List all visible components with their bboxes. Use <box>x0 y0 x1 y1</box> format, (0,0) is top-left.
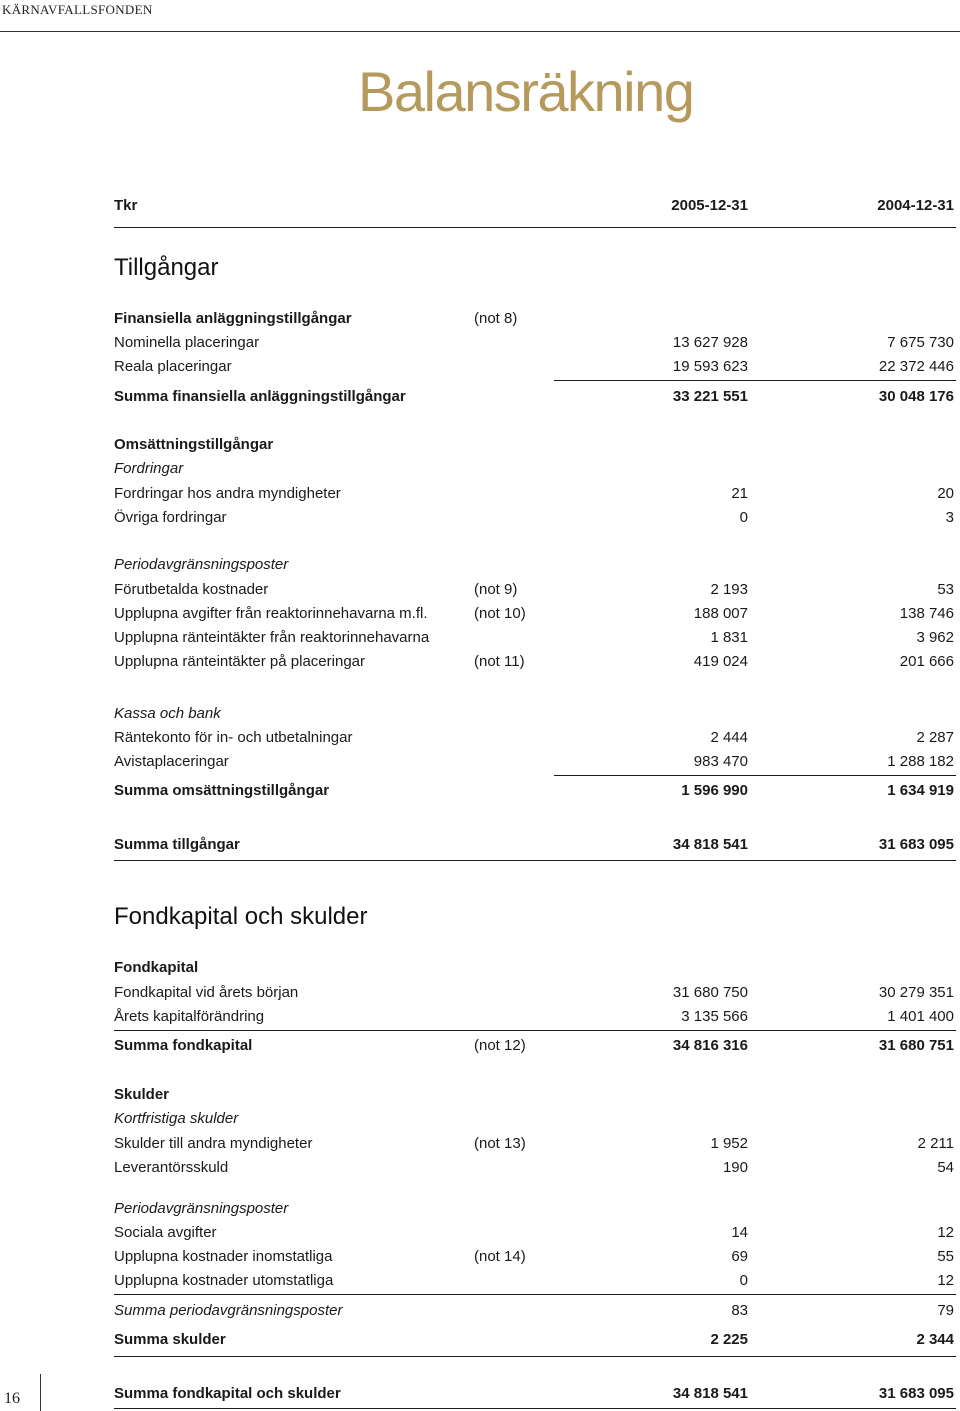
value-2005: 19 593 623 <box>672 358 748 375</box>
total-rule <box>114 860 956 861</box>
row-label: Nominella placeringar <box>114 334 260 351</box>
value-2004: 1 288 182 <box>887 753 954 770</box>
total-row <box>114 834 956 856</box>
value-2004: 3 <box>945 509 954 526</box>
value-2005: 69 <box>731 1248 748 1265</box>
value-2005: 2 225 <box>710 1331 748 1348</box>
value-2005: 31 680 750 <box>672 984 748 1001</box>
row-label: Upplupna avgifter från reaktorinnehavarna m.fl. <box>114 605 428 622</box>
section-title <box>114 957 956 979</box>
value-2005: 13 627 928 <box>672 334 748 351</box>
value-2005: 3 135 566 <box>681 1008 748 1025</box>
value-2005: 34 818 541 <box>672 1385 748 1402</box>
value-2004: 1 634 919 <box>887 782 954 799</box>
row-label: Summa omsättningstillgångar <box>114 782 330 799</box>
cash-title: Kassa och bank <box>114 705 221 722</box>
column-2004: 2004-12-31 <box>877 197 954 214</box>
value-2004: 30 279 351 <box>878 984 954 1001</box>
table-row <box>114 982 956 1004</box>
subtotal-rule <box>114 1030 956 1031</box>
row-label: Upplupna kostnader utomstatliga <box>114 1272 334 1289</box>
value-2004: 12 <box>937 1272 954 1289</box>
column-header-row <box>114 195 956 217</box>
current-assets-title <box>114 434 956 456</box>
subsection-title <box>114 1198 956 1220</box>
section-title <box>114 308 956 330</box>
value-2004: 31 683 095 <box>878 836 954 853</box>
value-2005: 33 221 551 <box>672 388 748 405</box>
value-2005: 1 831 <box>710 629 748 646</box>
row-label: Övriga fordringar <box>114 509 227 526</box>
value-2005: 34 818 541 <box>672 836 748 853</box>
assets-heading: Tillgångar <box>114 254 219 281</box>
value-2004: 201 666 <box>899 653 954 670</box>
table-row <box>114 1270 956 1292</box>
value-2004: 7 675 730 <box>887 334 954 351</box>
value-2004: 1 401 400 <box>887 1008 954 1025</box>
row-label: Skulder till andra myndigheter <box>114 1135 313 1152</box>
table-row <box>114 651 956 673</box>
page-number-divider <box>40 1374 41 1411</box>
row-label: Räntekonto för in- och utbetalningar <box>114 729 353 746</box>
value-2005: 83 <box>731 1302 748 1319</box>
value-2004: 31 683 095 <box>878 1385 954 1402</box>
note-reference: (not 13) <box>474 1135 526 1152</box>
value-2004: 2 287 <box>916 729 954 746</box>
subtotal-row <box>114 1329 956 1351</box>
subsection-title <box>114 458 956 480</box>
table-row <box>114 1006 956 1028</box>
header-organization: KÄRNAVFALLSFONDEN <box>2 2 153 17</box>
accrual-title: Periodavgränsningsposter <box>114 1200 289 1217</box>
value-2005: 21 <box>731 485 748 502</box>
row-label: Upplupna ränteintäkter på placeringar <box>114 653 365 670</box>
value-2004: 53 <box>937 581 954 598</box>
row-label: Förutbetalda kostnader <box>114 581 269 598</box>
grand-total-rule <box>114 1408 956 1409</box>
value-2005: 2 444 <box>710 729 748 746</box>
note-reference: (not 10) <box>474 605 526 622</box>
note-reference: (not 8) <box>474 310 518 327</box>
value-2004: 3 962 <box>916 629 954 646</box>
table-row <box>114 627 956 649</box>
note-reference: (not 12) <box>474 1037 526 1054</box>
row-label: Avistaplaceringar <box>114 753 229 770</box>
debts-title: Skulder <box>114 1086 170 1103</box>
row-label: Fordringar hos andra myndigheter <box>114 485 341 502</box>
table-row <box>114 751 956 773</box>
row-label: Upplupna kostnader inomstatliga <box>114 1248 333 1265</box>
row-label: Fondkapital vid årets början <box>114 984 299 1001</box>
row-label: Summa fondkapital och skulder <box>114 1385 341 1402</box>
table-row <box>114 1222 956 1244</box>
value-2004: 12 <box>937 1224 954 1241</box>
row-label: Reala placeringar <box>114 358 232 375</box>
value-2004: 20 <box>937 485 954 502</box>
value-2005: 1 952 <box>710 1135 748 1152</box>
value-2004: 2 211 <box>917 1135 954 1152</box>
value-2004: 79 <box>937 1302 954 1319</box>
value-2004: 31 680 751 <box>878 1037 954 1054</box>
value-2004: 22 372 446 <box>878 358 954 375</box>
value-2005: 14 <box>731 1224 748 1241</box>
table-row <box>114 332 956 354</box>
subtotal-row <box>114 1035 956 1057</box>
row-label: Leverantörsskuld <box>114 1159 229 1176</box>
column-header-divider <box>114 227 956 228</box>
fund-title: Fondkapital <box>114 959 199 976</box>
subsection-title <box>114 554 956 576</box>
subtotal-row <box>114 386 956 408</box>
section-title: Omsättningstillgångar <box>114 436 274 453</box>
table-row <box>114 603 956 625</box>
prepaid-title: Periodavgränsningsposter <box>114 556 289 573</box>
receivables-title: Fordringar <box>114 460 184 477</box>
row-label: Summa finansiella anläggningstillgångar <box>114 388 406 405</box>
page-title: Balansräkning <box>358 60 694 123</box>
row-label: Summa tillgångar <box>114 836 240 853</box>
financial-assets-title: Finansiella anläggningstillgångar <box>114 310 352 327</box>
value-2004: 55 <box>937 1248 954 1265</box>
value-2005: 0 <box>739 1272 748 1289</box>
unit-label: Tkr <box>114 197 138 214</box>
value-2004: 138 746 <box>899 605 954 622</box>
column-2005: 2005-12-31 <box>671 197 748 214</box>
value-2005: 34 816 316 <box>672 1037 748 1054</box>
note-reference: (not 9) <box>474 581 518 598</box>
value-2005: 1 596 990 <box>681 782 748 799</box>
value-2004: 2 344 <box>916 1331 954 1348</box>
table-row <box>114 1157 956 1179</box>
row-label: Summa periodavgränsningsposter <box>114 1302 343 1319</box>
table-row <box>114 1133 956 1155</box>
table-row <box>114 483 956 505</box>
row-label: Upplupna ränteintäkter från reaktorinnehavarna <box>114 629 430 646</box>
grand-total-row <box>114 1383 956 1405</box>
note-reference: (not 11) <box>474 653 525 670</box>
note-reference: (not 14) <box>474 1248 526 1265</box>
table-row <box>114 507 956 529</box>
value-2005: 190 <box>722 1159 748 1176</box>
value-2004: 30 048 176 <box>878 388 954 405</box>
value-2004: 54 <box>937 1159 954 1176</box>
subsection-title <box>114 703 956 725</box>
table-row <box>114 1246 956 1268</box>
value-2005: 983 470 <box>693 753 748 770</box>
row-label: Sociala avgifter <box>114 1224 217 1241</box>
value-2005: 0 <box>739 509 748 526</box>
value-2005: 2 193 <box>710 581 748 598</box>
table-row <box>114 356 956 378</box>
page-number: 16 <box>4 1390 20 1407</box>
value-2005: 188 007 <box>693 605 748 622</box>
row-label: Årets kapitalförändring <box>114 1008 265 1025</box>
table-row <box>114 579 956 601</box>
row-label: Summa fondkapital <box>114 1037 253 1054</box>
table-row <box>114 727 956 749</box>
liabilities-heading: Fondkapital och skulder <box>114 903 368 930</box>
section-title <box>114 1084 956 1106</box>
row-label: Summa skulder <box>114 1331 226 1348</box>
subsection-title <box>114 1108 956 1130</box>
subtotal-row <box>114 780 956 802</box>
value-2005: 419 024 <box>693 653 748 670</box>
subtotal-rule <box>554 380 956 381</box>
subtotal-row <box>114 1300 956 1322</box>
short-term-title: Kortfristiga skulder <box>114 1110 239 1127</box>
header-divider <box>0 31 960 32</box>
subtotal-rule <box>554 775 956 776</box>
total-rule <box>114 1356 956 1357</box>
subtotal-rule <box>114 1294 956 1295</box>
